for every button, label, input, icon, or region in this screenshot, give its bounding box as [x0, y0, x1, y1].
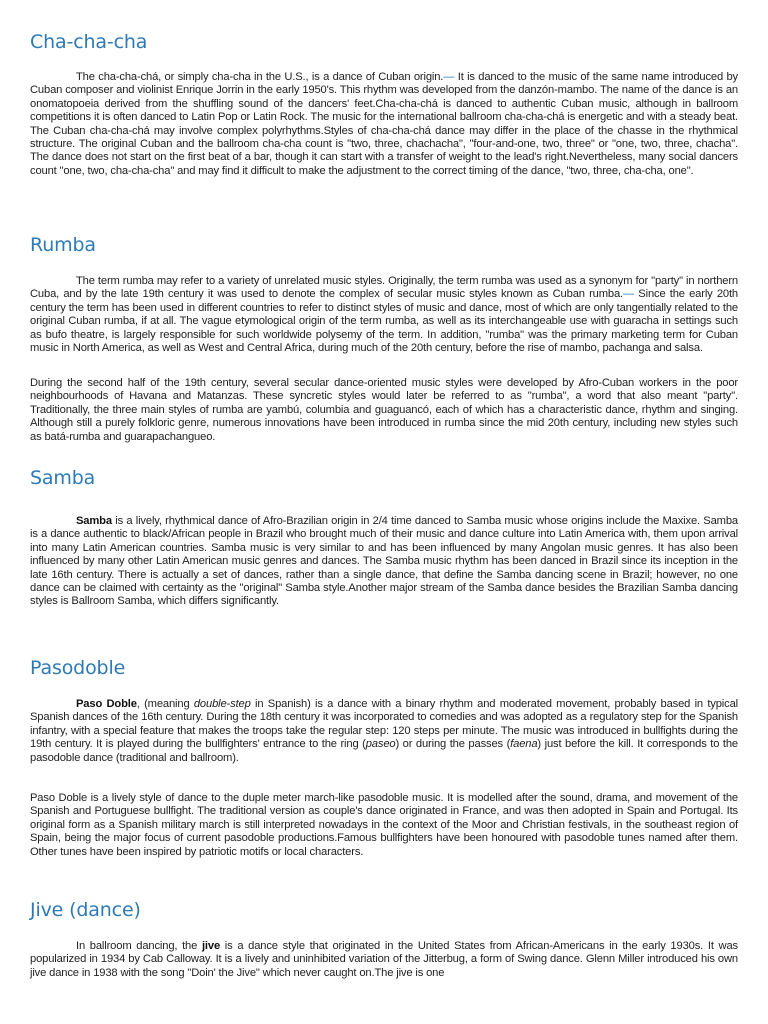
text-run: ) or during the passes ( — [395, 738, 511, 751]
text-run: The cha-cha-chá, or simply cha-cha in the U.S., is a dance of Cuban origin. — [76, 71, 444, 83]
paragraph-pasodoble-2: Paso Doble is a lively style of dance to the duple meter march-like pasodoble music. It is modelled after the sound, drama, and movement of the Spanish and Portuguese bullfight. The traditional version as couple's dance originated in France, and was then adopted in Spain and Portugal. Its original form as a Spanish military march is still interpreted nowadays in the context of the Moor and Christian festivals, in the southeast region of Spain, being the major focus of current pasodoble productions.Famous bullfighters have been honoured with pasodoble tunes named after them. Other tunes have been inspired by patriotic motifs or local characters. — [30, 792, 738, 858]
text-run: It is danced to the music of the same name introduced by Cuban composer and violinist Enrique Jorrin in the early 1950's. This rhythm was developed from the danzón-mambo. The name of the dance is an onomatopoeia derived from the shuffling sound of the dancers' feet.Cha-cha-chá is danced to authentic Cuban music, although in ballroom competitions it is often danced to Latin Pop or Latin Rock. The music for the international ballroom cha-cha-chá is energetic and with a steady beat. The Cuban cha-cha-chá may involve complex polyrhythms.Styles of cha-cha-chá dance may differ in the place of the chasse in the rhythmical structure. The original Cuban and the ballroom cha-cha count is "two, three, chachacha", "four-and-one, two, three" or "one, two, three, chacha". The dance does not start on the first beat of a bar, though it can start with a transfer of weight to the lead's right.Nevertheless, many social dancers count "one, two, cha-cha-cha" and may find it difficult to make the adjustment to the correct timing of the dance, "two, three, cha-cha, one". — [30, 71, 739, 177]
paragraph-jive — [30, 940, 738, 980]
heading-pasodoble: Pasodoble — [30, 657, 126, 679]
reference-dash-link[interactable]: — — [443, 71, 455, 83]
heading-samba: Samba — [30, 467, 96, 489]
bold-term: Paso Doble — [76, 698, 137, 710]
bold-term: jive — [201, 940, 221, 952]
paragraph-cha-cha-cha — [30, 71, 738, 178]
reference-dash-link[interactable]: — — [623, 288, 635, 301]
text-run: is a dance style that originated in the United States from African-Americans in the early 1930s. It was popularized in 1934 by Cab Calloway. It is a lively and uninhibited variation of the Jitterbug, a form of Swing dance. Glenn Miller introduced his own jive dance in 1938 with the song "Doin' the Jive" which never caught on.The jive is one — [30, 940, 738, 979]
paragraph-rumba-1 — [30, 275, 738, 355]
heading-jive: Jive (dance) — [30, 899, 141, 921]
text-run: in Spanish) is a dance with a binary rhythm and moderated movement, probably based in typical Spanish dances of the 16th century. During the 18th century it was incorporated to comedies and was adopted as a regulatory step for the Spanish infantry, with a special feature that makes the troops take the regular step: 120 steps per minute. The music was introduced in bullfights during the 19th century. It is played during the bullfighters' entrance to the ring ( — [30, 698, 738, 751]
text-run: , (meaning — [136, 698, 194, 710]
paragraph-samba — [30, 515, 738, 609]
italic-term: double-step — [193, 698, 251, 710]
text-run: In ballroom dancing, the — [76, 940, 202, 952]
paragraph-rumba-2: During the second half of the 19th century, several secular dance-oriented music styles were developed by Afro-Cuban workers in the poor neighbourhoods of Havana and Matanzas. These syncretic styles would later be referred to as "rumba", a word that also meant "party". Traditionally, the three main styles of rumba are yambú, columbia and guaguancó, each of which has a characteristic dance, rhythm and singing. Although still a purely folkloric genre, numerous innovations have been introduced in rumba since the mid 20th century, including new styles such as batá-rumba and guarapachangueo. — [30, 377, 738, 443]
bold-term: Samba — [76, 515, 112, 527]
heading-rumba: Rumba — [30, 234, 96, 256]
text-run: ) just before the kill. It corresponds to the pasodoble dance (traditional and ballroom). — [30, 738, 738, 764]
paragraph-pasodoble-1 — [30, 698, 738, 765]
italic-term: faena — [510, 738, 538, 751]
italic-term: paseo — [365, 738, 396, 751]
text-run: is a lively, rhythmical dance of Afro-Brazilian origin in 2/4 time danced to Samba music whose origins include the Maxixe. Samba is a dance authentic to black/African people in Brazil who brought much of their music and dance culture into Latin America with, them upon arrival into many Latin American countries. Samba music is very similar to and has been influenced by many Angolan music genres. It has also been influenced by many other Latin American music genres and dances. The Samba music rhythm has been danced in Brazil since its inception in the late 16th century. There is actually a set of dances, rather than a single dance, that define the Samba dancing scene in Brazil; however, no one dance can be claimed with certainty as the "original" Samba style.Another major stream of the Samba dance besides the Brazilian Samba dancing styles is Ballroom Samba, which differs significantly. — [30, 515, 738, 608]
text-run: The term rumba may refer to a variety of unrelated music styles. Originally, the term rumba was used as a synonym for "party" in northern Cuba, and by the late 19th century it was used to denote the complex of secular music styles known as Cuban rumba. — [30, 275, 738, 301]
text-run: Since the early 20th century the term has been used in different countries to refer to distinct styles of music and dance, most of which are only tangentially related to the original Cuban rumba, if at all. The vague etymological origin of the term rumba, as well as its interchangeable use with guaracha in settings such as bufo theatre, is largely responsible for such worldwide polysemy of the term. In addition, "rumba" was the primary marketing term for Cuban music in North America, as well as West and Central Africa, during much of the 20th century, before the rise of mambo, pachanga and salsa. — [30, 288, 739, 355]
heading-cha-cha-cha: Cha-cha-cha — [30, 31, 148, 53]
